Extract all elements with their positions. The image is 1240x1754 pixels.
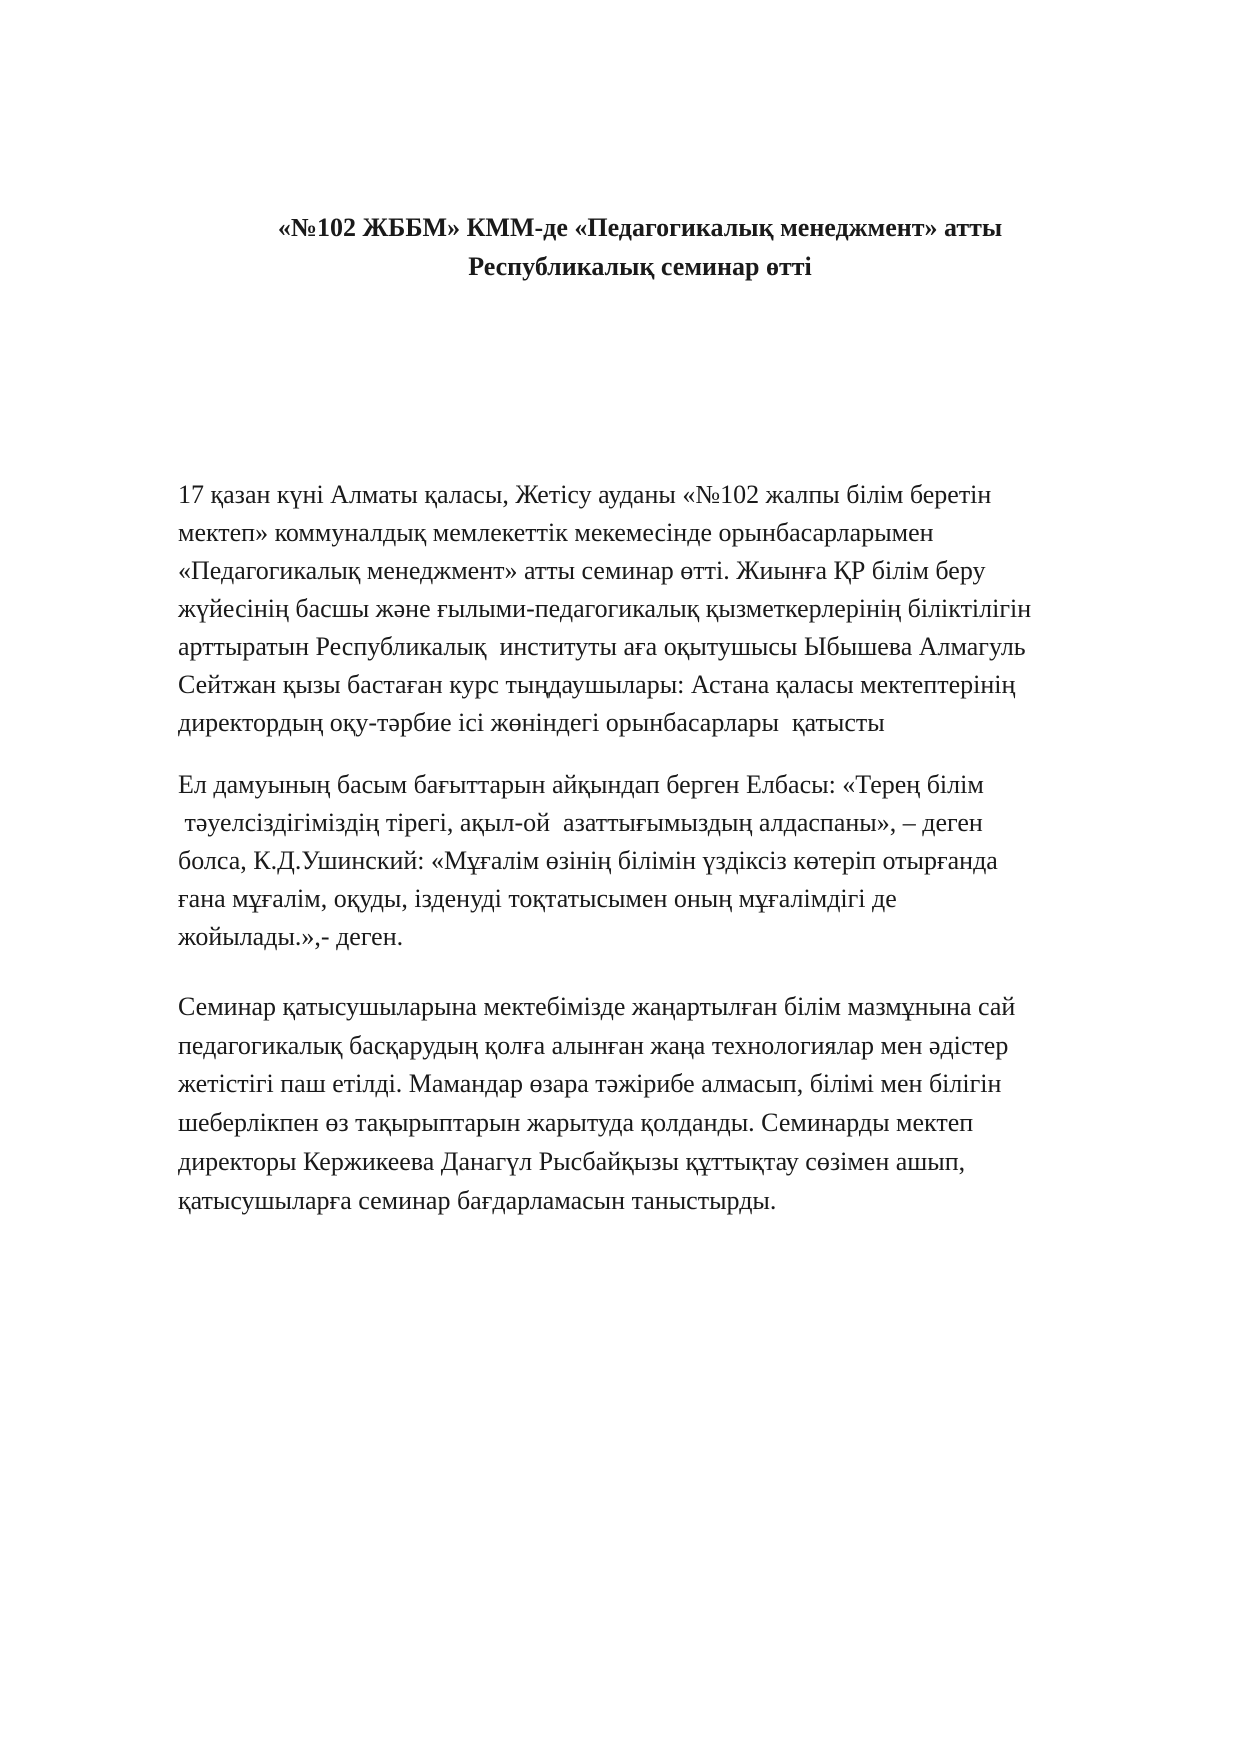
paragraph-line: шеберлікпен өз тақырыптарын жарытуда қолданды. Семинарды мектеп [178, 1108, 974, 1138]
paragraph-line: мектеп» коммуналдық мемлекеттік мекемесінде орынбасарларымен [178, 518, 934, 547]
paragraph-line: болса, К.Д.Ушинский: «Мұғалім өзінің білімін үздіксіз көтеріп отырғанда [178, 846, 998, 875]
paragraph-line: Семинар қатысушыларына мектебімізде жаңартылған білім мазмұнына сай [178, 992, 1016, 1021]
paragraph-line: ғана мұғалім, оқуды, ізденуді тоқтатысымен оның мұғалімдігі де [178, 884, 897, 913]
paragraph-line: 17 қазан күні Алматы қаласы, Жетісу ауданы «№102 жалпы білім беретін [178, 480, 992, 509]
paragraph-line: педагогикалық басқарудың қолға алынған жаңа технологиялар мен әдістер [178, 1030, 1009, 1060]
paragraph-line: жойылады.»,- деген. [178, 922, 404, 951]
paragraph-line: директоры Кержикеева Данагүл Рысбайқызы құттықтау сөзімен ашып, [178, 1146, 966, 1176]
title-line-2: Республикалық семинар өтті [468, 252, 812, 281]
document-title [200, 208, 1080, 286]
paragraph-line: «Педагогикалық менеджмент» атты семинар өтті. Жиынға ҚР білім беру [178, 556, 986, 585]
paragraph-line: жүйесінің басшы және ғылыми-педагогикалық қызметкерлерінің біліктілігін [178, 594, 1032, 623]
paragraph-line: арттыратын Республикалық институты аға оқытушысы Ыбышева Алмагуль [178, 632, 1026, 661]
paragraph-line: директордың оқу-тәрбие ісі жөніндегі орынбасарлары қатысты [178, 708, 885, 737]
paragraph-2 [178, 766, 1118, 956]
paragraph-3 [178, 988, 1118, 1220]
paragraph-1 [178, 476, 1118, 742]
paragraph-line: жетістігі паш етілді. Мамандар өзара тәжірибе алмасып, білімі мен білігін [178, 1069, 1002, 1099]
paragraph-line: Ел дамуының басым бағыттарын айқындап берген Елбасы: «Терең білім [178, 770, 984, 799]
paragraph-line: тәуелсіздігіміздің тірегі, ақыл-ой азаттығымыздың алдаспаны», – деген [178, 808, 983, 837]
paragraph-line: Сейтжан қызы бастаған курс тыңдаушылары: Астана қаласы мектептерінің [178, 670, 1016, 699]
paragraph-line: қатысушыларға семинар бағдарламасын таныстырды. [178, 1185, 777, 1215]
title-line-1: «№102 ЖББМ» КММ-де «Педагогикалық менеджмент» атты [277, 213, 1003, 242]
